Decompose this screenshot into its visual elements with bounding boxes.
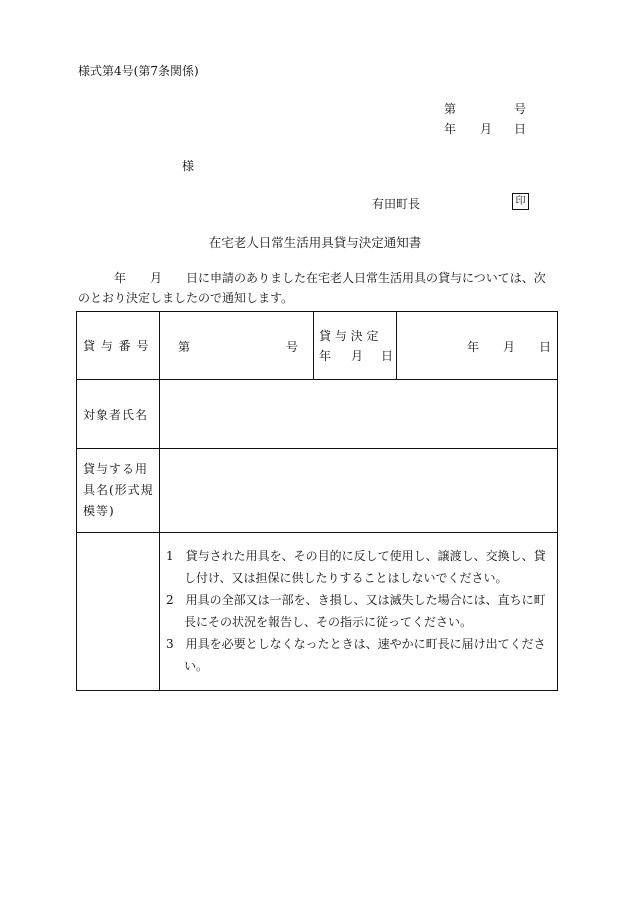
- notes-cell: [160, 533, 558, 691]
- person-row: [77, 380, 558, 449]
- note-item-2: 2 用具の全部又は一部を、き損し、又は滅失した場合には、直ちに町長にその状況を報告し、その指示に従ってください。: [166, 593, 546, 629]
- loan-number-suffix: 号: [286, 339, 299, 354]
- loan-number-prefix: 第: [178, 339, 191, 354]
- equipment-row: [77, 449, 558, 533]
- issue-date: [444, 120, 526, 137]
- decision-label-day: 日: [381, 348, 394, 363]
- decision-label-month: 月: [351, 348, 364, 363]
- person-name-cell: [160, 380, 558, 449]
- seal-mark: 印: [512, 193, 529, 210]
- issue-date-month: 月: [480, 122, 493, 136]
- intro-year: 年: [114, 271, 127, 285]
- decision-date-cell: [397, 312, 558, 380]
- decision-label-line2: [319, 346, 396, 366]
- document-title: 在宅老人日常生活用具貸与決定通知書: [208, 235, 422, 250]
- person-label: 対象者氏名: [77, 380, 160, 449]
- loan-number-row: [77, 312, 558, 380]
- intro-month: 月: [150, 271, 163, 285]
- equipment-name-cell: [160, 449, 558, 533]
- loan-number-cell: [160, 312, 314, 380]
- issuer-name: 有田町長: [372, 197, 421, 211]
- loan-decision-table: [76, 311, 558, 691]
- document-number-suffix: 号: [514, 102, 527, 116]
- loan-number-label: 貸 与 番 号: [77, 312, 160, 380]
- equipment-label: 貸与する用具名(形式規模等): [77, 449, 160, 533]
- decision-year: 年: [467, 339, 480, 354]
- decision-day: 日: [539, 339, 552, 354]
- notes-row: [77, 533, 558, 691]
- intro-paragraph: [78, 268, 556, 308]
- document-number-prefix: 第: [444, 102, 457, 116]
- decision-label-year: 年: [319, 348, 332, 363]
- decision-date-label: [314, 312, 397, 380]
- intro-text: 日に申請のありました在宅老人日常生活用具の貸与については、次のとおり決定しましたので通知します。: [78, 271, 546, 305]
- note-item-3: 3 用具を必要としなくなったときは、速やかに町長に届け出てください。: [166, 637, 546, 673]
- form-number: 様式第4号(第7条関係): [78, 64, 199, 78]
- notes-label-cell: [77, 533, 160, 691]
- decision-label-line1: 貸 与 決 定: [319, 328, 379, 343]
- issue-date-year: 年: [444, 122, 457, 136]
- document-number: [444, 100, 527, 117]
- note-item-1: 1 貸与された用具を、その目的に反して使用し、譲渡し、交換し、貸し付け、又は担保に供したりすることはしないでください。: [166, 549, 546, 585]
- decision-month: 月: [503, 339, 516, 354]
- addressee-suffix: 様: [182, 159, 195, 173]
- issue-date-day: 日: [514, 122, 527, 136]
